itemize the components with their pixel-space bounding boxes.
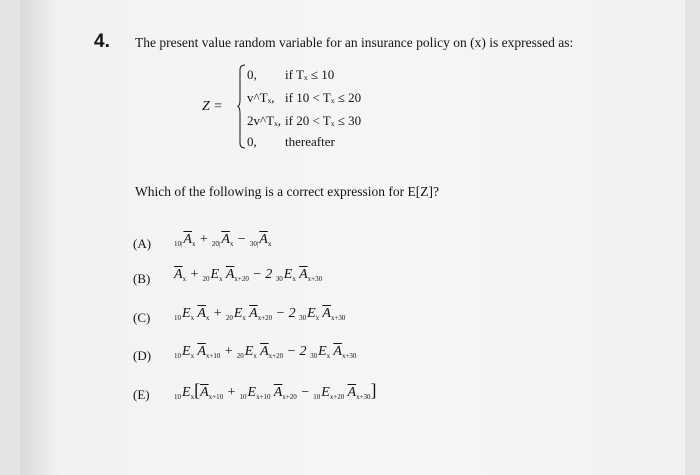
option-e-expression: $_{10}E_x[\overline{A}_{x+10} + _{10}E_{x+10}$ $\overline{A}_{x+20} - _{10}E_{x+20}$ $\overline{A}_{x+30}$] xyxy=(174,380,377,401)
option-d-label[interactable]: (D) xyxy=(133,348,152,363)
case-condition-3: if 20 < Tₓ ≤ 30 xyxy=(285,113,362,128)
case-value-2: v^Tₓ, xyxy=(247,90,275,105)
case-condition-1: if Tₓ ≤ 10 xyxy=(285,67,335,82)
question-prompt: Which of the following is a correct expression for E[Z]? xyxy=(135,184,440,199)
page-sheet xyxy=(20,0,685,475)
option-b-expression: $\overline{A}_x + _{20}E_x$ $\overline{A}_{x+20} - 2$ $_{30}E_x$ $\overline{A}_{x+30}$ xyxy=(174,267,323,283)
option-b-label[interactable]: (B) xyxy=(133,271,151,286)
option-d-expression: $_{10}E_x$ $\overline{A}_{x+10} + _{20}E_x$ $\overline{A}_{x+20} - 2$ $_{30}E_x$ $\overline{A}_{x+30}$ xyxy=(174,344,357,360)
option-a-label[interactable]: (A) xyxy=(133,236,152,251)
option-c-label[interactable]: (C) xyxy=(133,310,151,325)
case-value-3: 2v^Tₓ, xyxy=(247,113,282,128)
left-brace xyxy=(237,64,246,149)
question-number: 4. xyxy=(94,31,110,52)
case-condition-4: thereafter xyxy=(285,134,335,149)
case-condition-2: if 10 < Tₓ ≤ 20 xyxy=(285,90,362,105)
z-label: Z = xyxy=(202,99,223,114)
option-c-expression: $_{10}E_x$ $\overline{A}_x + _{20}E_x$ $\overline{A}_{x+20} - 2$ $_{30}E_x$ $\overline{A}_{x+30}$ xyxy=(174,306,346,322)
case-value-4: 0, xyxy=(247,134,257,149)
option-a-expression: $_{10|}\overline{A}_x + _{20|}\overline{A}_x - _{30|}\overline{A}_x$ xyxy=(174,232,272,248)
question-stem: The present value random variable for an insurance policy on (x) is expressed as: xyxy=(135,35,574,50)
option-e-label[interactable]: (E) xyxy=(133,387,150,402)
case-value-1: 0, xyxy=(247,67,257,82)
